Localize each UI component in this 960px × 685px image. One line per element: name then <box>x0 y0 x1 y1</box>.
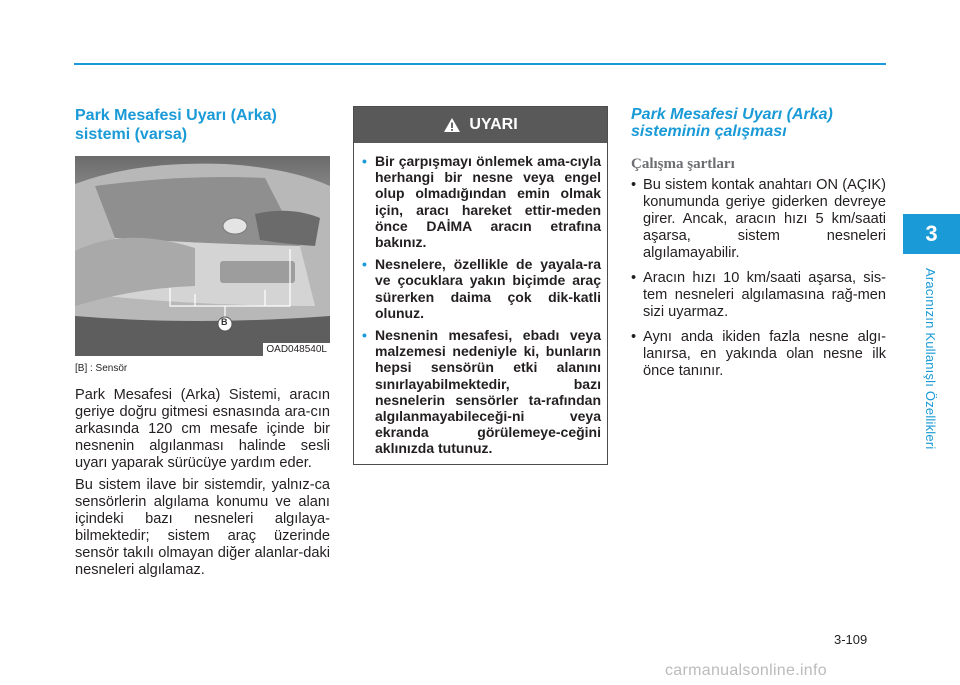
conditions-list <box>631 177 886 380</box>
warning-box <box>353 106 608 465</box>
paragraph: Bu sistem ilave bir sistemdir, yalnız-ca sensörlerin algılama konumu ve alanı içindeki bazı nesneleri algılaya-bilmektedir; sistem araç üzerinde sensör takılı olmayan diğer alanlar-daki nesneleri algılamaz. <box>75 477 330 578</box>
watermark: carmanualsonline.info <box>665 662 827 679</box>
rear-bumper-photo <box>75 156 330 356</box>
photo-marker-label: B <box>221 317 228 327</box>
chapter-number-tab[interactable]: 3 <box>903 214 960 254</box>
warning-list <box>354 143 607 457</box>
condition-item: • Aynı anda ikiden fazla nesne algı-lanırsa, en yakında olan nesne ilk önce tanınır. <box>631 329 886 380</box>
left-body-text <box>75 387 330 579</box>
page-number: 3-109 <box>834 632 868 647</box>
warning-label: UYARI <box>469 116 518 133</box>
section-title-line1: Park Mesafesi Uyarı (Arka) <box>75 107 277 124</box>
car-rear-illustration <box>75 156 330 356</box>
condition-item: • Aracın hızı 10 km/saati aşarsa, sis-tem nesneleri algılamasına rağ-men sizi uyarmaz. <box>631 270 886 321</box>
operation-title-line2: sisteminin çalışması <box>631 123 787 140</box>
warning-item: • Nesnelere, özellikle de yayala-ra ve çocuklara yakın biçimde araç sürerken daima çok dik-katli olunuz. <box>368 256 601 321</box>
chapter-title: Aracınızın Kullanışlı Özellikleri <box>923 268 938 450</box>
photo-caption: [B] : Sensör <box>75 363 128 374</box>
header-rule <box>74 63 886 65</box>
condition-item: • Bu sistem kontak anahtarı ON (AÇIK) konumunda geriye giderken devreye girer. Ancak, aracın hızı 5 km/saati aşarsa, sistem nesneleri algılamayabilir. <box>631 177 886 262</box>
operating-conditions-heading: Çalışma şartları <box>631 156 735 172</box>
operation-title <box>631 106 886 140</box>
warning-header <box>354 107 607 143</box>
warning-item: • Bir çarpışmayı önlemek ama-cıyla herhangi bir nesne veya engel olup olmadığından emin olmak için, aracı hareket ettir-meden önce DAİMA aracın etrafına bakınız. <box>368 153 601 250</box>
section-title <box>75 106 330 144</box>
paragraph: Park Mesafesi (Arka) Sistemi, aracın geriye doğru gitmesi esnasında ara-cın arkasında 120 cm mesafe içinde bir nesnenin algılanması halinde sesli uyarı yaparak sürücüye yardım eder. <box>75 387 330 471</box>
photo-code: OAD048540L <box>263 343 330 356</box>
section-title-line2: sistemi (varsa) <box>75 126 188 143</box>
warning-triangle-icon <box>443 117 461 133</box>
operation-title-line1: Park Mesafesi Uyarı (Arka) <box>631 106 833 123</box>
right-column <box>631 106 886 388</box>
left-column <box>75 106 330 584</box>
warning-item: • Nesnenin mesafesi, ebadı veya malzemesi nedeniyle ki, bunların hepsi sensörün etki alanını sınırlayabilmektedir, bazı nesnelerin sensörler ta-rafından algılanmayabileceği-ni veya ekranda görülemeye-ceğini aklınızda tutunuz. <box>368 327 601 457</box>
